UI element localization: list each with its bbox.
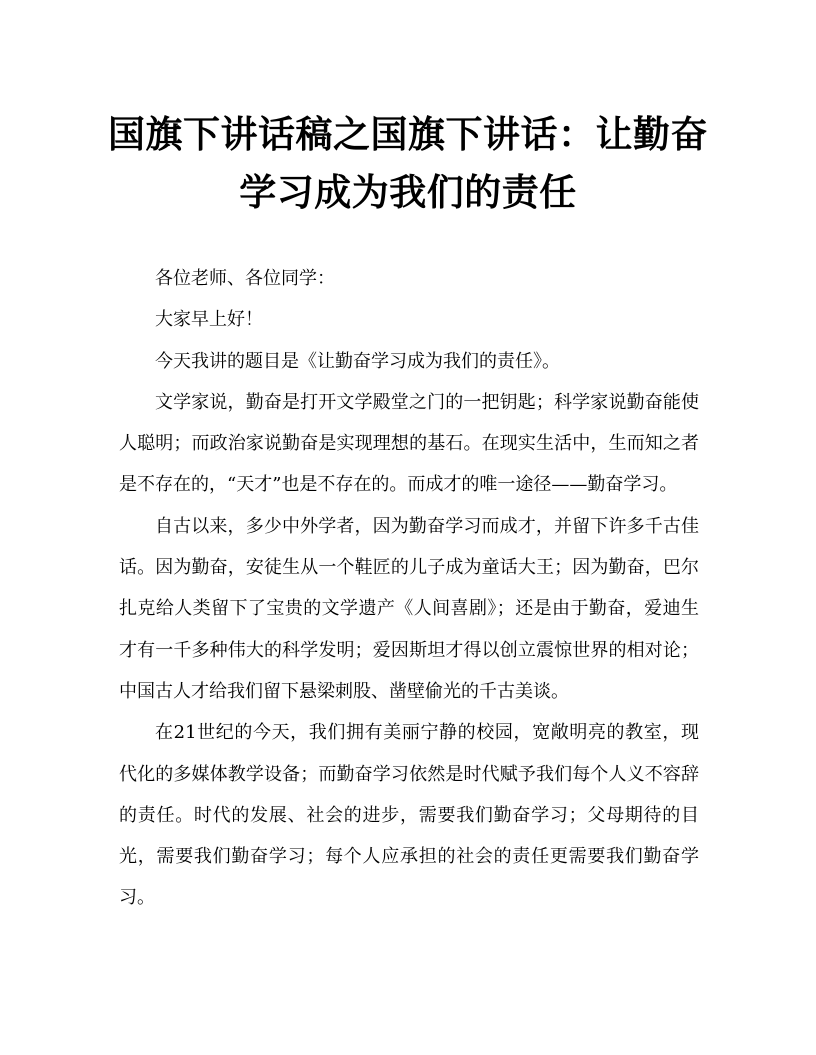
document-title: 国旗下讲话稿之国旗下讲话：让勤奋学习成为我们的责任 — [108, 112, 708, 214]
document-body — [119, 258, 699, 919]
paragraph: 今天我讲的题目是《让勤奋学习成为我们的责任》。 — [155, 350, 560, 372]
paragraph: 文学家说，勤奋是打开文学殿堂之门的一把钥匙；科学家说勤奋能使人聪明；而政治家说勤奋是实现理想的基石。在现实生活中，生而知之者是不存在的，“天才”也是不存在的。而成才的唯一途径——勤奋学习。 — [119, 391, 699, 496]
paragraph: 自古以来，多少中外学者，因为勤奋学习而成才，并留下许多千古佳话。因为勤奋，安徒生从一个鞋匠的儿子成为童话大王；因为勤奋，巴尔扎克给人类留下了宝贵的文学遗产《人间喜剧》；还是由于勤奋，爱迪生才有一千多种伟大的科学发明；爱因斯坦才得以创立震惊世界的相对论；中国古人才给我们留下悬梁刺股、凿壁偷光的千古美谈。 — [119, 515, 699, 702]
paragraph: 在21世纪的今天，我们拥有美丽宁静的校园，宽敞明亮的教室，现代化的多媒体教学设备；而勤奋学习依然是时代赋予我们每个人义不容辞的责任。时代的发展、社会的进步，需要我们勤奋学习；父母期待的目光，需要我们勤奋学习；每个人应承担的社会的责任更需要我们勤奋学习。 — [119, 722, 699, 909]
paragraph: 各位老师、各位同学： — [155, 268, 335, 289]
paragraph: 大家早上好！ — [155, 309, 263, 331]
